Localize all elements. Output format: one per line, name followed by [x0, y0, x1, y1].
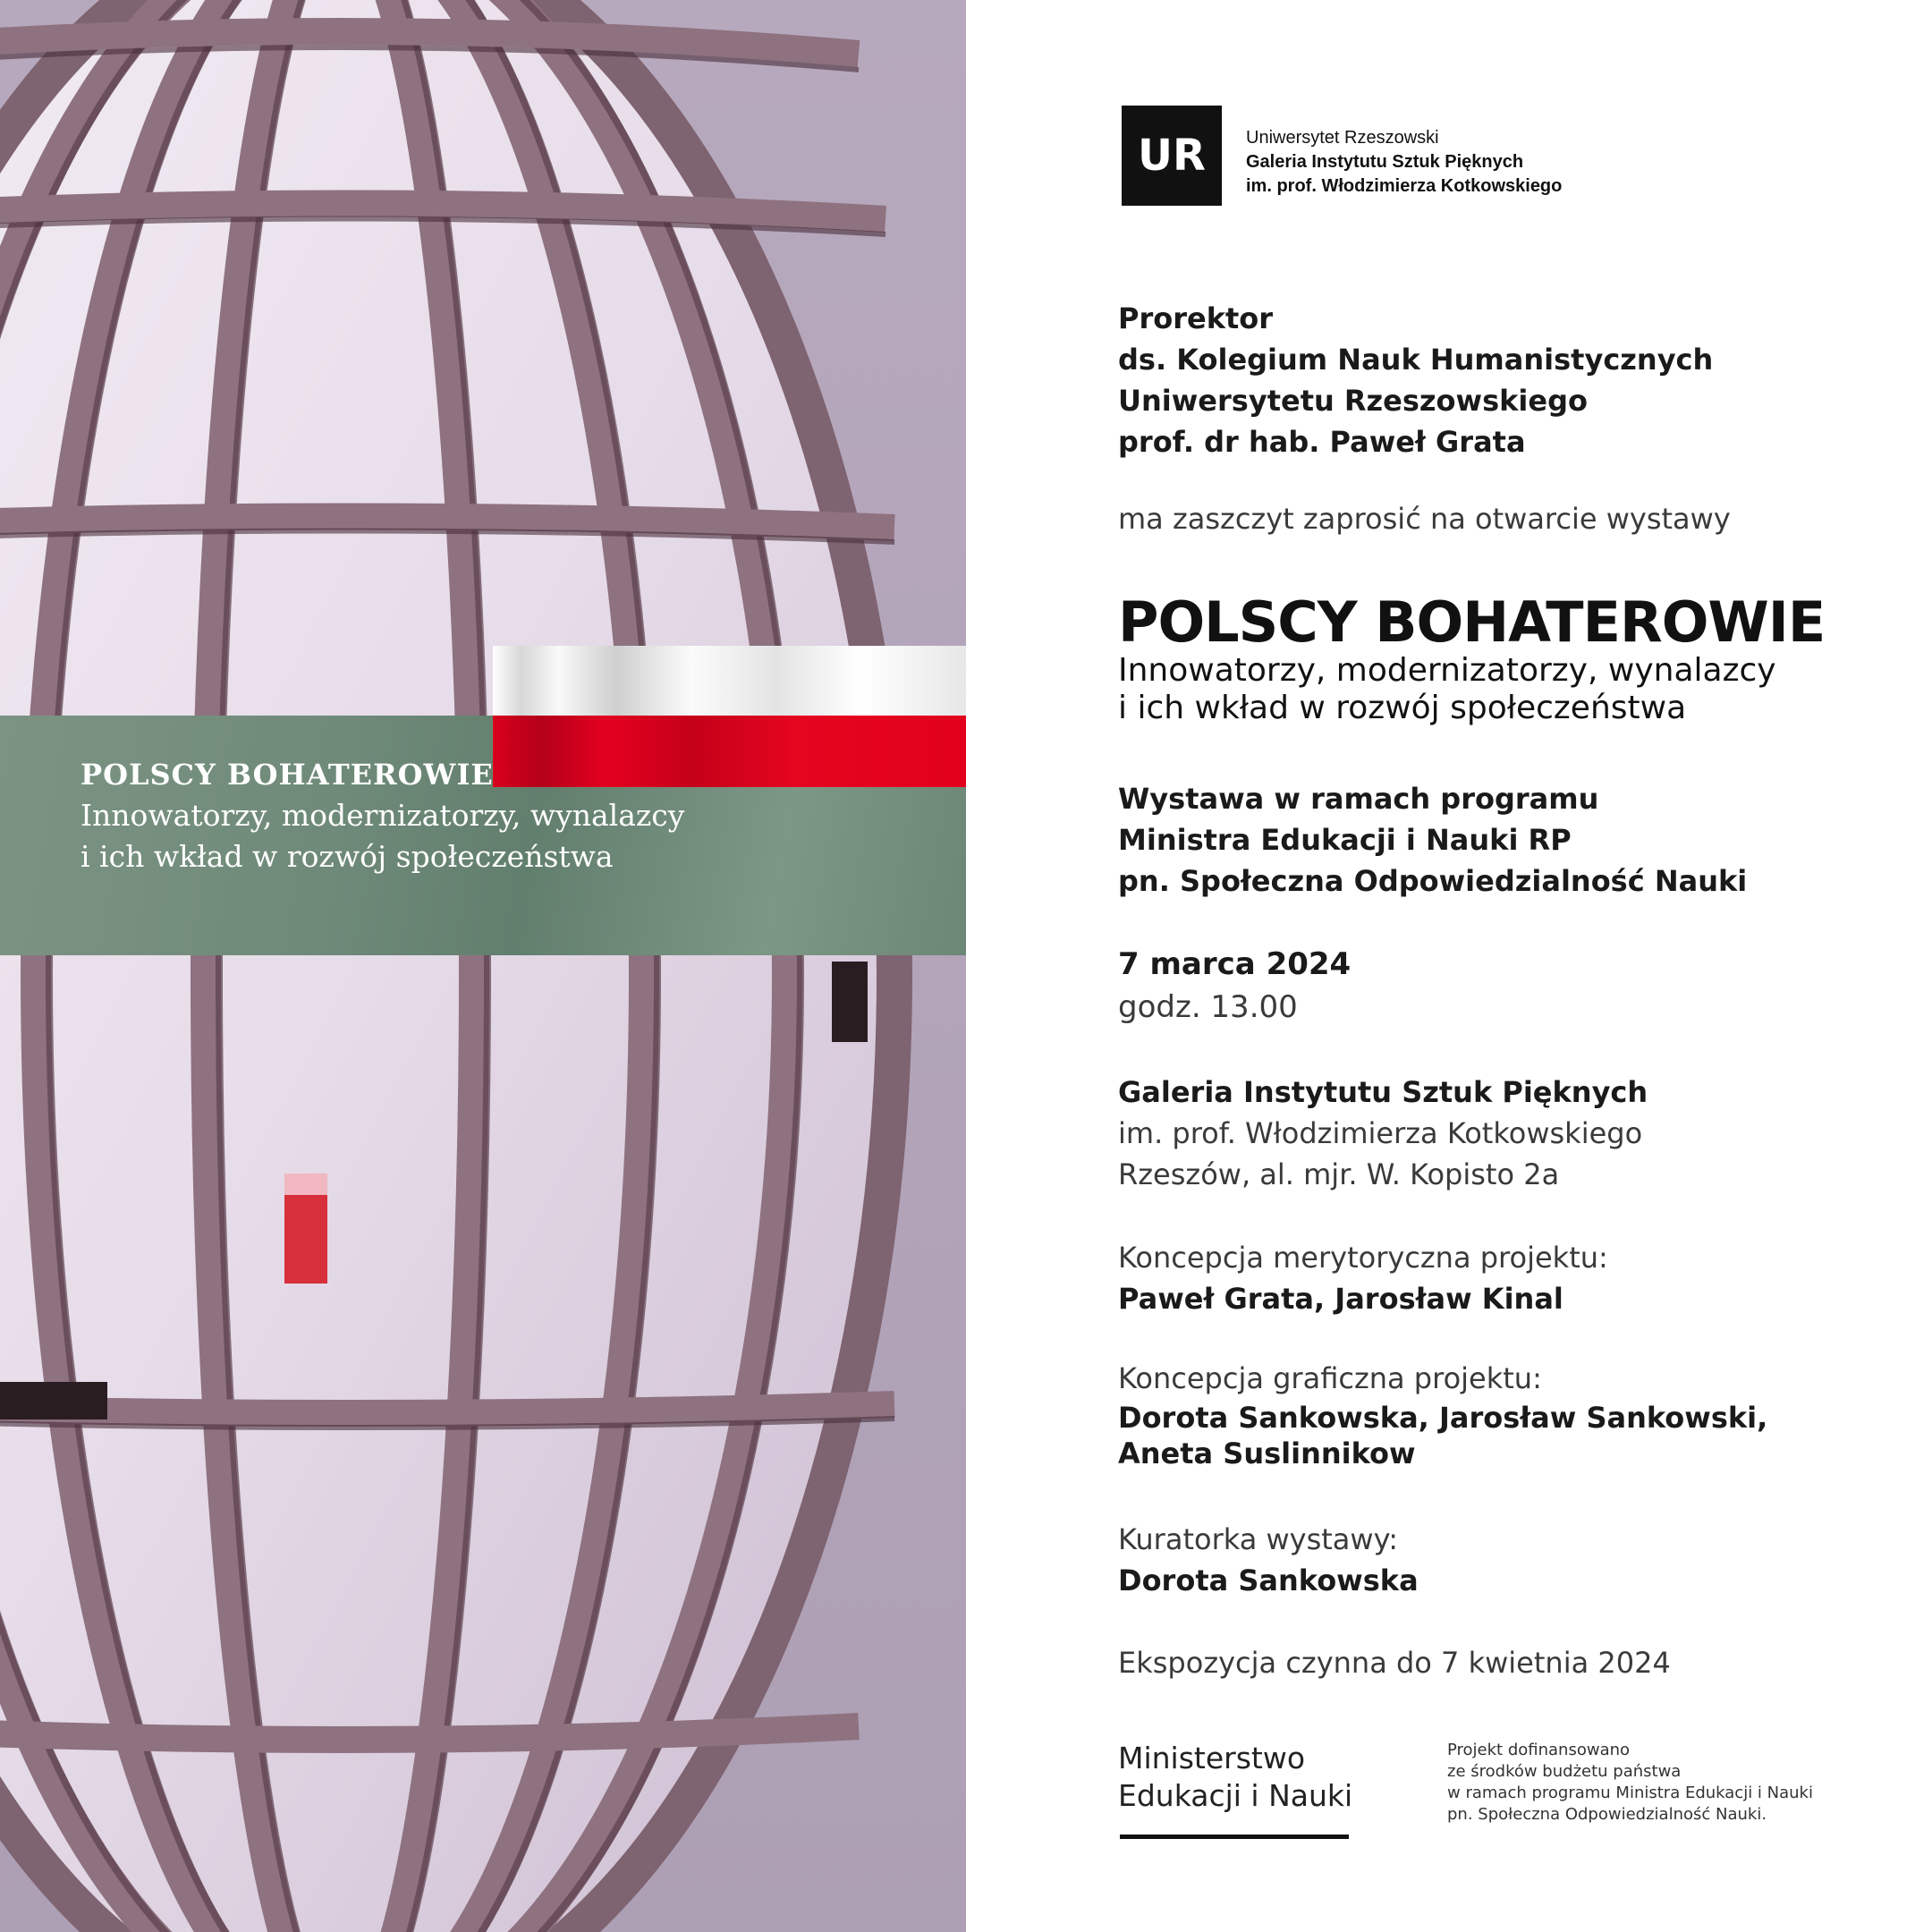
date-block	[1118, 943, 1905, 1029]
open-until: Ekspozycja czynna do 7 kwietnia 2024	[1118, 1646, 1671, 1680]
program-block	[1118, 778, 1905, 902]
svg-text:UR: UR	[1138, 131, 1206, 181]
event-time: godz. 13.00	[1118, 989, 1298, 1025]
concept-label: Koncepcja merytoryczna projektu:	[1118, 1241, 1608, 1275]
venue-line1: Galeria Instytutu Sztuk Pięknych	[1118, 1075, 1648, 1109]
program-line1: Wystawa w ramach programu	[1118, 782, 1599, 816]
program-line2: Ministra Edukacji i Nauki RP	[1118, 823, 1572, 857]
graphic-names-line2: Aneta Suslinnikow	[1118, 1436, 1416, 1470]
globe-dark-cell	[0, 1382, 107, 1419]
funding-line4: pn. Społeczna Odpowiedzialność Nauki.	[1447, 1805, 1767, 1824]
university-logo	[1122, 106, 1222, 206]
university-line3: im. prof. Włodzimierza Kotkowskiego	[1246, 176, 1563, 196]
ministry-line2: Edukacji i Nauki	[1118, 1778, 1353, 1813]
host-line2: ds. Kolegium Nauk Humanistycznych	[1118, 343, 1714, 377]
curator-block	[1118, 1519, 1905, 1601]
host-block	[1118, 298, 1905, 462]
graphic-block	[1118, 1360, 1905, 1471]
event-date: 7 marca 2024	[1118, 946, 1352, 982]
ministry-line1: Ministerstwo	[1118, 1741, 1306, 1775]
university-name	[1246, 126, 1562, 199]
funding-line2: ze środków budżetu państwa	[1447, 1762, 1682, 1781]
concept-block	[1118, 1237, 1905, 1319]
curator-label: Kuratorka wystawy:	[1118, 1522, 1398, 1556]
funding-line1: Projekt dofinansowano	[1447, 1741, 1631, 1759]
ur-logo-icon	[1122, 106, 1222, 206]
graphic-names-line1: Dorota Sankowska, Jarosław Sankowski,	[1118, 1401, 1768, 1435]
invite-text: ma zaszczyt zaprosić na otwarcie wystawy	[1118, 502, 1731, 536]
program-line3: pn. Społeczna Odpowiedzialność Nauki	[1118, 864, 1748, 898]
artwork-subtitle-line2: i ich wkład w rozwój społeczeństwa	[80, 839, 614, 874]
concept-names: Paweł Grata, Jarosław Kinal	[1118, 1282, 1563, 1316]
curator-name: Dorota Sankowska	[1118, 1563, 1419, 1597]
flag-white-stripe	[493, 646, 966, 716]
venue-line2: im. prof. Włodzimierza Kotkowskiego	[1118, 1116, 1643, 1150]
globe-dark-cell	[832, 962, 868, 1042]
graphic-label: Koncepcja graficzna projektu:	[1118, 1361, 1542, 1395]
artwork-title: POLSCY BOHATEROWIE	[80, 758, 494, 792]
exhibition-title-block	[1118, 589, 1905, 727]
venue-line3: Rzeszów, al. mjr. W. Kopisto 2a	[1118, 1157, 1560, 1191]
host-line4: prof. dr hab. Paweł Grata	[1118, 425, 1526, 459]
funding-note	[1447, 1740, 1813, 1826]
exhibition-title: POLSCY BOHATEROWIE	[1118, 589, 1826, 655]
funding-line3: w ramach programu Ministra Edukacji i Nauki	[1447, 1784, 1813, 1802]
venue-block	[1118, 1072, 1905, 1195]
artwork-title-block	[80, 754, 886, 877]
globe-red-accent	[284, 1194, 327, 1284]
artwork-subtitle-line1: Innowatorzy, modernizatorzy, wynalazcy	[80, 798, 685, 833]
globe-pink-accent	[284, 1174, 327, 1195]
exhibition-subtitle-line2: i ich wkład w rozwój społeczeństwa	[1118, 690, 1687, 726]
ministry-logo	[1118, 1740, 1352, 1815]
ministry-logo-bar	[1120, 1835, 1349, 1839]
invitation-text-panel	[966, 0, 1932, 1932]
university-line1: Uniwersytet Rzeszowski	[1246, 128, 1439, 148]
host-line3: Uniwersytetu Rzeszowskiego	[1118, 384, 1588, 418]
exhibition-subtitle-line1: Innowatorzy, modernizatorzy, wynalazcy	[1118, 652, 1776, 689]
university-line2: Galeria Instytutu Sztuk Pięknych	[1246, 152, 1524, 172]
host-line1: Prorektor	[1118, 301, 1274, 335]
